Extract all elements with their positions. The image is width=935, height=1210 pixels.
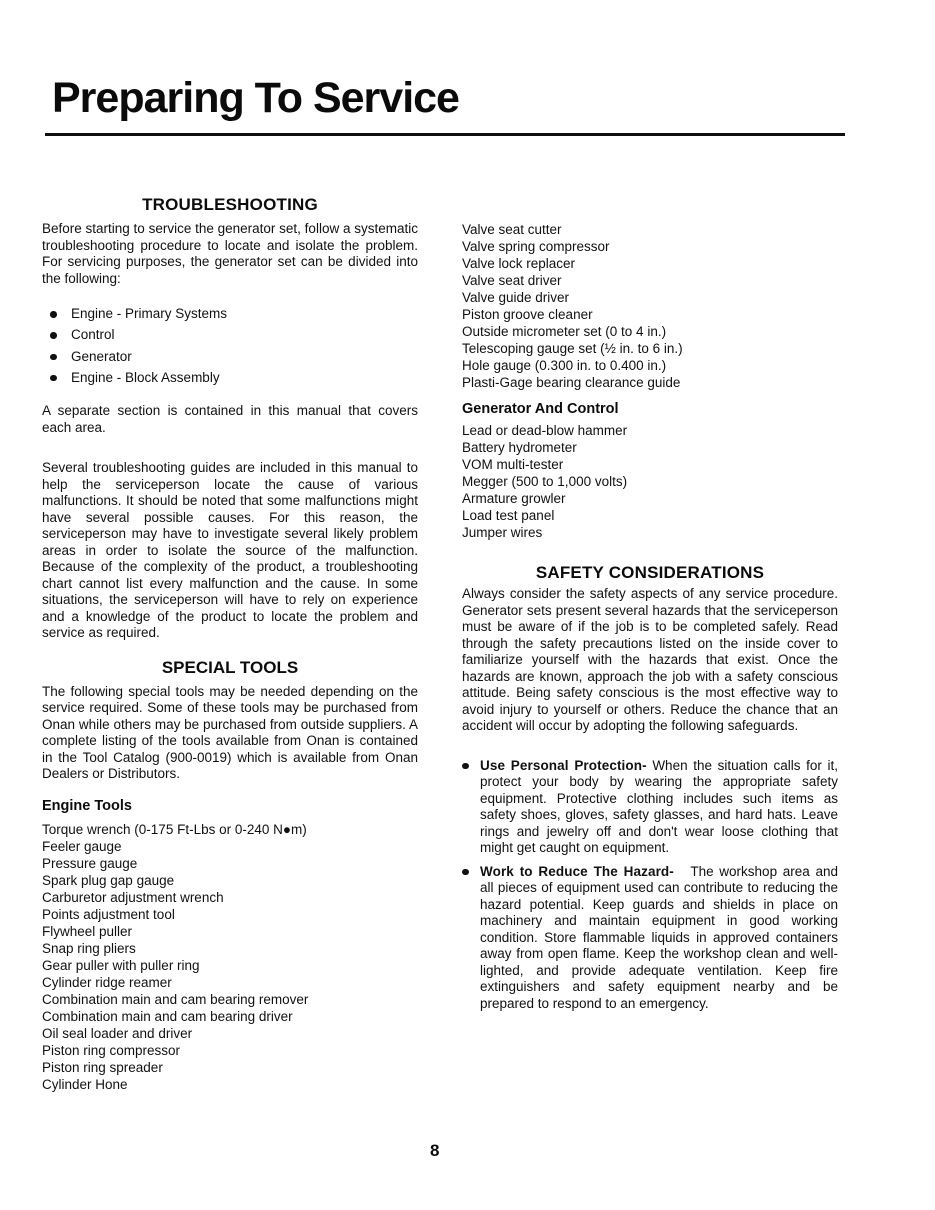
bullet-icon [462, 869, 469, 876]
generator-tool-item: Load test panel [462, 508, 555, 523]
safety-bullet-label: Use Personal Protection- [480, 757, 647, 773]
generator-tool-item: Lead or dead-blow hammer [462, 423, 628, 438]
engine-tool-item: Piston ring spreader [42, 1059, 163, 1075]
engine-tool-item: Pressure gauge [42, 855, 138, 871]
page-title: Preparing To Service [52, 74, 459, 122]
engine-tool-item: Flywheel puller [42, 923, 133, 939]
engine-tool-item: Torque wrench (0-175 Ft-Lbs or 0-240 N●m) [42, 821, 307, 837]
troubleshooting-heading: TROUBLESHOOTING [142, 195, 318, 214]
engine-tool-item: Feeler gauge [42, 838, 122, 854]
special-tools-intro: The following special tools may be needed depending on the service required. Some of these tools may be purchased from Onan while others may be purchased from outside suppliers. A complete listing of the tools available from Onan is contained in the Tool Catalog (900-0019) which is available from Onan Dealers or Distributors. [42, 683, 418, 782]
engine-tool-item: Piston ring compressor [42, 1042, 181, 1058]
troubleshooting-guides-paragraph: Several troubleshooting guides are included in this manual to help the serviceperson locate the cause of various malfunctions. It should be noted that some malfunctions might have several possible causes. For this reason, the serviceperson may have to investigate several likely problem areas in order to isolate the source of the malfunction. Because of the complexity of the product, a troubleshooting chart cannot list every malfunction and the cause. In some situations, the serviceperson will have to rely on experience and a knowledge of the product to locate the problem and service as required. [42, 460, 418, 641]
engine-tool-item: Gear puller with puller ring [42, 957, 200, 973]
bullet-icon [50, 311, 57, 318]
engine-tools-heading: Engine Tools [42, 797, 132, 814]
page-number: 8 [430, 1141, 440, 1160]
engine-tools-list-right [462, 221, 838, 391]
engine-tool-item: Snap ring pliers [42, 940, 136, 956]
engine-tool-item: Combination main and cam bearing remover [42, 991, 309, 1007]
troubleshooting-area-item-label: Engine - Block Assembly [71, 369, 220, 385]
two-column-body [42, 196, 935, 1093]
separate-section-paragraph: A separate section is contained in this manual that covers each area. [42, 403, 418, 435]
engine-tool-item: Cylinder ridge reamer [42, 974, 172, 990]
engine-tool-item: Piston groove cleaner [462, 307, 593, 322]
engine-tool-item: Carburetor adjustment wrench [42, 889, 224, 905]
generator-tool-item: Battery hydrometer [462, 440, 577, 455]
troubleshooting-area-item-label: Control [71, 327, 115, 343]
troubleshooting-area-item-label: Engine - Primary Systems [71, 306, 228, 321]
engine-tool-item: Valve guide driver [462, 290, 570, 305]
engine-tool-item: Valve seat driver [462, 273, 562, 288]
engine-tool-item: Combination main and cam bearing driver [42, 1008, 293, 1024]
troubleshooting-area-item [50, 370, 418, 387]
generator-tool-item: Armature growler [462, 491, 566, 506]
engine-tool-item: Valve spring compressor [462, 239, 610, 254]
safety-bullet-reduce-hazard [462, 864, 838, 1013]
engine-tool-item: Cylinder Hone [42, 1076, 128, 1092]
safety-intro: Always consider the safety aspects of any service procedure. Generator sets present several hazards that the serviceperson must be aware of if the job is to be completed safely. Read through the safety precautions listed on the inside cover to familiarize yourself with the hazards that exist. Once the hazards are known, approach the job with a safety conscious attitude. Being safety conscious is the most effective way to avoid injury to yourself or others. Reduce the chance that an accident will occur by adopting the following safeguards. [462, 586, 838, 733]
special-tools-heading: SPECIAL TOOLS [161, 657, 299, 677]
safety-bullet-text: The workshop area and all pieces of equipment used can contribute to reducing the hazard potential. Keep guards and shields in place on machinery and maintain equipment in good working condition. Store flammable liquids in approved containers away from open flame. Keep the workshop clean and well-lighted, and provide adequate ventilation. Keep fire extinguishers and safety equipment nearby and be prepared to respond to an emergency. [480, 863, 838, 1011]
troubleshooting-intro: Before starting to service the generator set, follow a systematic troubleshooting procedure to locate and isolate the problem. For servicing purposes, the generator set can be divided into the following: [42, 221, 418, 286]
troubleshooting-area-item [50, 306, 418, 323]
engine-tool-item: Outside micrometer set (0 to 4 in.) [462, 324, 667, 339]
troubleshooting-area-item [50, 349, 418, 366]
engine-tool-item: Spark plug gap gauge [42, 872, 175, 888]
safety-bullet-label: Work to Reduce The Hazard- [480, 863, 674, 879]
generator-control-heading: Generator And Control [462, 401, 619, 417]
safety-bullet-text: When the situation calls for it, protect your body by wearing the appropriate safety equipment. Protective clothing includes such items as safety shoes, gloves, safety glasses, and hard hats. Leave rings and jewelry off and don't wear loose clothing that might get caught on equipment. [480, 757, 838, 855]
generator-tool-item: Jumper wires [462, 525, 543, 540]
engine-tools-list-left [42, 821, 418, 1093]
engine-tool-item: Hole gauge (0.300 in. to 0.400 in.) [462, 358, 667, 373]
generator-tool-item: VOM multi-tester [462, 457, 564, 472]
safety-bullet-personal-protection [462, 758, 838, 857]
bullet-icon [462, 763, 469, 770]
engine-tool-item: Plasti-Gage bearing clearance guide [462, 375, 681, 390]
right-column [462, 196, 838, 1093]
bullet-icon [50, 375, 57, 382]
generator-tool-item: Megger (500 to 1,000 volts) [462, 474, 628, 489]
engine-tool-item: Telescoping gauge set (½ in. to 6 in.) [462, 341, 683, 356]
troubleshooting-area-item [50, 327, 418, 344]
left-column [42, 196, 418, 1093]
troubleshooting-areas-list [50, 306, 418, 386]
engine-tool-item: Valve lock replacer [462, 256, 576, 271]
engine-tool-item: Points adjustment tool [42, 906, 175, 922]
safety-heading: SAFETY CONSIDERATIONS [535, 563, 765, 582]
bullet-icon [50, 332, 57, 339]
bullet-icon [50, 354, 57, 361]
engine-tool-item: Valve seat cutter [462, 222, 562, 237]
title-underline [45, 133, 845, 136]
troubleshooting-area-item-label: Generator [71, 348, 132, 364]
generator-control-list [462, 422, 838, 541]
engine-tool-item: Oil seal loader and driver [42, 1025, 193, 1041]
